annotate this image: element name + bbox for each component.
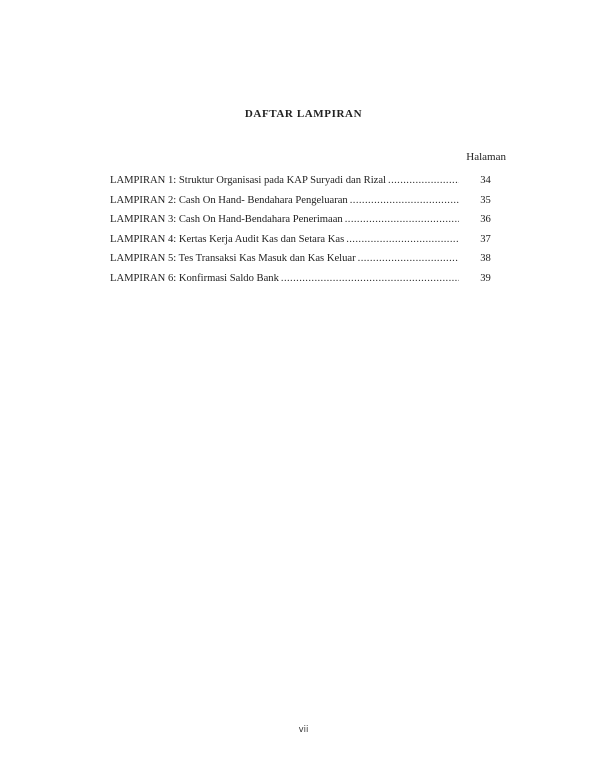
list-item [110,273,506,293]
appendix-list [110,175,506,293]
dot-leader [281,273,459,284]
dot-leader [358,253,459,264]
entry-label: LAMPIRAN 1: Struktur Organisasi pada KAP Suryadi dan Rizal [110,175,387,186]
entry-page-number: 37 [480,233,491,245]
dot-leader [388,175,459,186]
dot-leader [346,234,459,245]
list-item [110,234,506,254]
dot-leader [345,214,459,225]
entry-page-number: 39 [480,272,491,284]
page-column-header: Halaman [466,151,506,163]
entry-label: LAMPIRAN 3: Cash On Hand-Bendahara Penerimaan [110,214,343,226]
dot-leader [350,195,459,206]
entry-page-number: 38 [480,253,491,265]
list-item [110,175,506,195]
entry-label: LAMPIRAN 4: Kertas Kerja Audit Kas dan Setara Kas [110,233,345,245]
entry-page-number: 36 [480,214,491,226]
page-title: DAFTAR LAMPIRAN [244,108,363,120]
entry-page-number: 35 [480,194,491,206]
entry-label: LAMPIRAN 2: Cash On Hand- Bendahara Pengeluaran [110,194,348,206]
list-item [110,195,506,215]
entry-page-number: 34 [480,175,491,186]
entry-label: LAMPIRAN 6: Konfirmasi Saldo Bank [110,272,279,284]
entry-label: LAMPIRAN 5: Tes Transaksi Kas Masuk dan Kas Keluar [110,253,356,265]
list-item [110,214,506,234]
footer-page-number: vii [298,725,309,735]
list-item [110,253,506,273]
